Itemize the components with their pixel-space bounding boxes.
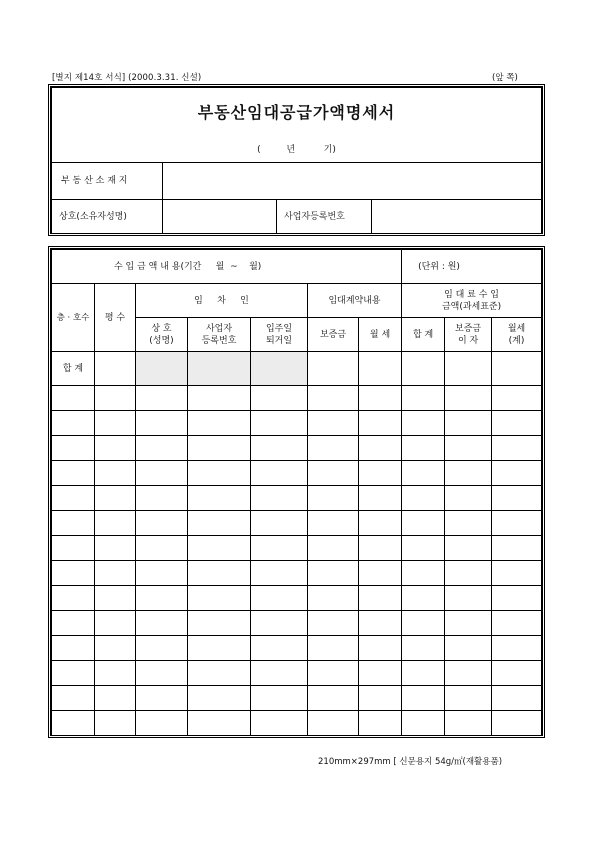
- table-cell[interactable]: [308, 436, 359, 461]
- table-cell[interactable]: [251, 611, 308, 636]
- table-cell[interactable]: [251, 636, 308, 661]
- table-cell[interactable]: [402, 436, 445, 461]
- table-cell[interactable]: [308, 586, 359, 611]
- table-cell[interactable]: [251, 461, 308, 486]
- col-header-tenant-name: [136, 318, 188, 352]
- table-row: [52, 611, 542, 636]
- paper-spec-footer: 210mm×297mm [ 신문용지 54g/㎡(재활용품): [318, 757, 503, 767]
- table-cell[interactable]: [359, 352, 402, 386]
- table-cell[interactable]: [308, 686, 359, 711]
- owner-name-label: 상호(소유자성명): [52, 200, 163, 234]
- table-cell[interactable]: [492, 611, 542, 636]
- table-cell[interactable]: [445, 686, 492, 711]
- owner-name-field[interactable]: [163, 200, 277, 234]
- table-cell[interactable]: [402, 461, 445, 486]
- table-cell[interactable]: [445, 511, 492, 536]
- table-cell[interactable]: [188, 561, 251, 586]
- table-cell[interactable]: [52, 386, 95, 411]
- col-group-tenant: 임 차 인: [136, 284, 308, 318]
- income-section-title: 수 입 금 액 내 용(기간 월 ~ 월): [52, 250, 402, 284]
- table-cell[interactable]: [492, 386, 542, 411]
- detail-table: [51, 249, 542, 736]
- table-cell[interactable]: [136, 711, 188, 736]
- property-location-label: 부 동 산 소 재 지: [52, 163, 163, 200]
- table-cell[interactable]: [188, 436, 251, 461]
- table-cell[interactable]: [251, 661, 308, 686]
- table-row: [52, 511, 542, 536]
- deposit-interest-line1: 보증금: [455, 323, 482, 334]
- table-cell[interactable]: [359, 561, 402, 586]
- col-header-deposit-interest: [445, 318, 492, 352]
- table-cell[interactable]: [136, 386, 188, 411]
- table-cell[interactable]: [188, 586, 251, 611]
- table-cell[interactable]: [445, 536, 492, 561]
- table-cell[interactable]: [136, 686, 188, 711]
- table-cell[interactable]: [95, 511, 136, 536]
- tenant-bizno-line1: 사업자: [205, 323, 233, 334]
- table-cell[interactable]: [95, 436, 136, 461]
- table-cell[interactable]: [402, 486, 445, 511]
- table-cell[interactable]: [52, 586, 95, 611]
- table-cell[interactable]: [359, 661, 402, 686]
- table-cell[interactable]: [359, 711, 402, 736]
- property-location-field[interactable]: [163, 163, 542, 200]
- col-header-area: 평 수: [95, 284, 136, 352]
- table-cell[interactable]: [95, 461, 136, 486]
- table-cell[interactable]: [52, 636, 95, 661]
- table-cell[interactable]: [251, 536, 308, 561]
- table-cell[interactable]: [445, 436, 492, 461]
- table-cell[interactable]: [445, 411, 492, 436]
- table-cell[interactable]: [136, 436, 188, 461]
- table-cell[interactable]: [445, 486, 492, 511]
- table-cell[interactable]: [359, 411, 402, 436]
- table-cell[interactable]: [359, 636, 402, 661]
- table-cell[interactable]: [492, 352, 542, 386]
- table-cell[interactable]: [95, 386, 136, 411]
- table-cell[interactable]: [445, 561, 492, 586]
- table-cell[interactable]: [492, 561, 542, 586]
- table-cell[interactable]: [136, 586, 188, 611]
- table-cell[interactable]: [251, 686, 308, 711]
- col-header-movein: [251, 318, 308, 352]
- table-cell[interactable]: [188, 511, 251, 536]
- table-row: [52, 711, 542, 736]
- table-cell[interactable]: [188, 461, 251, 486]
- movein-line2: 퇴거일: [265, 335, 293, 346]
- table-cell[interactable]: [188, 486, 251, 511]
- table-cell[interactable]: [308, 411, 359, 436]
- table-row: [52, 686, 542, 711]
- table-cell[interactable]: [251, 511, 308, 536]
- col-header-floor: 층 · 호수: [52, 284, 95, 352]
- table-cell-shaded: [136, 352, 188, 386]
- table-cell[interactable]: [445, 352, 492, 386]
- rent-sum-line2: (계): [508, 335, 525, 346]
- table-cell[interactable]: [251, 436, 308, 461]
- table-cell[interactable]: [95, 636, 136, 661]
- business-number-label: 사업자등록번호: [277, 200, 372, 234]
- table-cell[interactable]: [52, 436, 95, 461]
- table-cell[interactable]: [402, 661, 445, 686]
- table-cell[interactable]: [308, 611, 359, 636]
- table-cell[interactable]: [188, 611, 251, 636]
- table-cell[interactable]: [402, 386, 445, 411]
- table-cell[interactable]: [188, 661, 251, 686]
- table-cell[interactable]: [308, 661, 359, 686]
- year-period-line: ( 년 기): [52, 139, 542, 163]
- col-group-income-line2: 금액(과세표준): [441, 301, 502, 312]
- table-cell[interactable]: [52, 711, 95, 736]
- rent-sum-line1: 월세: [507, 323, 526, 334]
- table-cell[interactable]: [52, 661, 95, 686]
- table-cell[interactable]: [402, 411, 445, 436]
- table-row: [52, 411, 542, 436]
- table-cell[interactable]: [308, 352, 359, 386]
- business-number-field[interactable]: [372, 200, 542, 234]
- table-cell[interactable]: [188, 686, 251, 711]
- table-cell[interactable]: [308, 536, 359, 561]
- table-cell[interactable]: [308, 711, 359, 736]
- table-cell[interactable]: [359, 586, 402, 611]
- deposit-interest-line2: 이 자: [457, 335, 479, 346]
- col-header-tenant-bizno: [188, 318, 251, 352]
- table-cell[interactable]: [492, 461, 542, 486]
- form-title: 부동산임대공급가액명세서: [52, 88, 542, 139]
- table-cell[interactable]: [52, 461, 95, 486]
- table-cell[interactable]: [402, 586, 445, 611]
- table-cell[interactable]: [492, 536, 542, 561]
- table-cell[interactable]: [188, 386, 251, 411]
- table-cell[interactable]: [136, 486, 188, 511]
- table-cell[interactable]: [359, 686, 402, 711]
- table-cell[interactable]: [445, 461, 492, 486]
- table-cell[interactable]: [95, 661, 136, 686]
- table-cell[interactable]: [95, 586, 136, 611]
- col-group-income-line1: 임 대 료 수 입: [444, 289, 499, 300]
- table-row: [52, 386, 542, 411]
- table-cell[interactable]: [492, 511, 542, 536]
- table-cell[interactable]: [251, 386, 308, 411]
- table-row: [52, 436, 542, 461]
- table-cell[interactable]: [445, 636, 492, 661]
- table-cell[interactable]: [95, 561, 136, 586]
- table-cell[interactable]: [251, 411, 308, 436]
- detail-frame: [48, 246, 545, 738]
- table-cell[interactable]: [308, 486, 359, 511]
- table-cell[interactable]: [492, 586, 542, 611]
- table-cell[interactable]: [95, 711, 136, 736]
- table-cell[interactable]: [402, 352, 445, 386]
- table-cell[interactable]: [308, 636, 359, 661]
- table-cell[interactable]: [251, 586, 308, 611]
- table-cell[interactable]: [492, 411, 542, 436]
- table-cell[interactable]: [95, 352, 136, 386]
- table-row: [52, 636, 542, 661]
- table-cell[interactable]: [251, 711, 308, 736]
- page-side-label: (앞 쪽): [492, 73, 518, 83]
- table-cell[interactable]: [492, 686, 542, 711]
- table-cell[interactable]: [52, 511, 95, 536]
- table-cell[interactable]: [136, 411, 188, 436]
- table-cell[interactable]: [52, 561, 95, 586]
- table-cell[interactable]: [359, 436, 402, 461]
- table-cell[interactable]: [402, 711, 445, 736]
- table-row: [52, 661, 542, 686]
- table-cell-shaded: [188, 352, 251, 386]
- table-row: [52, 561, 542, 586]
- table-row: [52, 536, 542, 561]
- col-group-contract: 임대계약내용: [308, 284, 402, 318]
- table-cell[interactable]: [308, 461, 359, 486]
- table-cell[interactable]: [52, 611, 95, 636]
- table-cell-shaded: [251, 352, 308, 386]
- col-header-rent-sum: [492, 318, 542, 352]
- total-row-label: 합 계: [52, 352, 95, 386]
- table-cell[interactable]: [359, 511, 402, 536]
- table-cell[interactable]: [188, 536, 251, 561]
- table-cell[interactable]: [52, 686, 95, 711]
- table-cell[interactable]: [95, 536, 136, 561]
- table-cell[interactable]: [445, 661, 492, 686]
- table-cell[interactable]: [95, 686, 136, 711]
- table-cell[interactable]: [445, 711, 492, 736]
- table-cell[interactable]: [359, 611, 402, 636]
- table-cell[interactable]: [52, 486, 95, 511]
- col-header-monthly-rent: 월 세: [359, 318, 402, 352]
- table-cell[interactable]: [136, 636, 188, 661]
- table-cell[interactable]: [136, 511, 188, 536]
- table-row: [52, 461, 542, 486]
- col-header-deposit: 보증금: [308, 318, 359, 352]
- table-cell[interactable]: [188, 711, 251, 736]
- tenant-bizno-line2: 등록번호: [201, 335, 237, 346]
- table-cell[interactable]: [359, 386, 402, 411]
- table-cell[interactable]: [359, 461, 402, 486]
- movein-line1: 입주일: [265, 323, 293, 334]
- table-cell[interactable]: [492, 636, 542, 661]
- table-cell[interactable]: [52, 536, 95, 561]
- table-cell[interactable]: [136, 461, 188, 486]
- table-cell[interactable]: [52, 411, 95, 436]
- table-cell[interactable]: [308, 561, 359, 586]
- total-row: [52, 352, 542, 386]
- table-cell[interactable]: [492, 436, 542, 461]
- table-cell[interactable]: [492, 711, 542, 736]
- table-cell[interactable]: [95, 611, 136, 636]
- table-cell[interactable]: [251, 486, 308, 511]
- table-cell[interactable]: [136, 536, 188, 561]
- table-cell[interactable]: [492, 486, 542, 511]
- col-header-income-total: 합 계: [402, 318, 445, 352]
- table-cell[interactable]: [251, 561, 308, 586]
- header-frame: [48, 84, 545, 236]
- tenant-name-line2: (성명): [149, 335, 174, 346]
- table-cell[interactable]: [445, 611, 492, 636]
- table-cell[interactable]: [136, 611, 188, 636]
- table-cell[interactable]: [95, 486, 136, 511]
- form-reference: [별지 제14호 서식] (2000.3.31. 신설): [52, 73, 202, 83]
- table-row: [52, 586, 542, 611]
- table-cell[interactable]: [188, 411, 251, 436]
- blank-rows: [52, 386, 542, 736]
- table-row: [52, 486, 542, 511]
- table-cell[interactable]: [359, 486, 402, 511]
- table-cell[interactable]: [402, 611, 445, 636]
- table-cell[interactable]: [308, 386, 359, 411]
- table-cell[interactable]: [402, 511, 445, 536]
- col-group-income: [402, 284, 542, 318]
- table-cell[interactable]: [402, 636, 445, 661]
- table-cell[interactable]: [95, 411, 136, 436]
- table-cell[interactable]: [188, 636, 251, 661]
- table-cell[interactable]: [136, 661, 188, 686]
- table-cell[interactable]: [402, 561, 445, 586]
- table-cell[interactable]: [445, 386, 492, 411]
- table-cell[interactable]: [402, 686, 445, 711]
- table-cell[interactable]: [308, 511, 359, 536]
- tenant-name-line1: 상 호: [151, 323, 172, 334]
- header-table: [51, 87, 542, 234]
- table-cell[interactable]: [445, 586, 492, 611]
- table-cell[interactable]: [402, 536, 445, 561]
- table-cell[interactable]: [136, 561, 188, 586]
- unit-label: (단위 : 원): [402, 250, 542, 284]
- table-cell[interactable]: [359, 536, 402, 561]
- table-cell[interactable]: [492, 661, 542, 686]
